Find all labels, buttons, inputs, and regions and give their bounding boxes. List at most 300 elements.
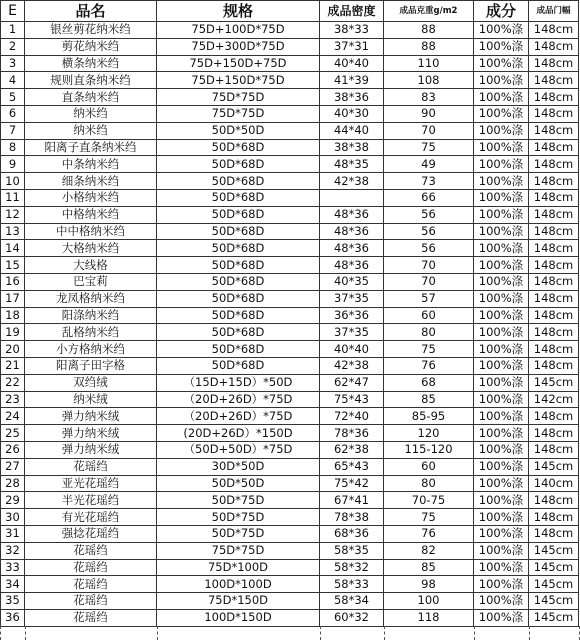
cell-width[interactable]: 148cm — [529, 22, 579, 39]
cell-weight[interactable]: 100 — [384, 593, 474, 610]
cell-spec[interactable]: 75D+150D*75D — [157, 72, 320, 89]
cell-spec[interactable]: (20D+26D）*150D — [157, 425, 320, 442]
cell-weight[interactable]: 66 — [384, 189, 474, 206]
cell-composition[interactable]: 100%涤 — [474, 122, 529, 139]
cell-weight[interactable]: 85 — [384, 391, 474, 408]
cell-width[interactable]: 148cm — [529, 290, 579, 307]
cell-row-number[interactable]: 32 — [1, 542, 25, 559]
cell-composition[interactable]: 100%涤 — [474, 441, 529, 458]
cell-row-number[interactable]: 15 — [1, 257, 25, 274]
cell-product-name[interactable]: 直条纳米绉 — [25, 89, 157, 106]
cell-density[interactable]: 62*38 — [320, 441, 384, 458]
cell-density[interactable]: 38*33 — [320, 22, 384, 39]
cell-product-name[interactable]: 弹力纳米绒 — [25, 441, 157, 458]
table-row — [1, 509, 579, 526]
cell-product-name[interactable]: 阳涤纳米绉 — [25, 307, 157, 324]
cell-width[interactable]: 148cm — [529, 509, 579, 526]
cell-density[interactable]: 40*35 — [320, 273, 384, 290]
cell-width[interactable]: 145cm — [529, 458, 579, 475]
cell-width[interactable]: 148cm — [529, 257, 579, 274]
cell-composition[interactable]: 100%涤 — [474, 525, 529, 542]
cell-row-number[interactable]: 17 — [1, 290, 25, 307]
table-row — [1, 206, 579, 223]
cell-width[interactable]: 148cm — [529, 273, 579, 290]
cell-density[interactable]: 48*35 — [320, 156, 384, 173]
cell-spec[interactable]: 75D+100D*75D — [157, 22, 320, 39]
table-row — [1, 189, 579, 206]
cell-weight[interactable]: 56 — [384, 240, 474, 257]
cell-width[interactable]: 148cm — [529, 122, 579, 139]
cell-composition[interactable]: 100%涤 — [474, 257, 529, 274]
cell-spec[interactable]: 50D*68D — [157, 206, 320, 223]
cell-spec[interactable]: 100D*100D — [157, 576, 320, 593]
cell-composition[interactable]: 100%涤 — [474, 38, 529, 55]
cell-spec[interactable]: 50D*68D — [157, 139, 320, 156]
cell-spec[interactable]: 50D*68D — [157, 307, 320, 324]
cell-density[interactable]: 68*36 — [320, 525, 384, 542]
cell-spec[interactable]: 50D*68D — [157, 173, 320, 190]
cell-row-number[interactable]: 31 — [1, 525, 25, 542]
cell-weight[interactable]: 83 — [384, 89, 474, 106]
cell-composition[interactable]: 100%涤 — [474, 223, 529, 240]
table-row — [1, 542, 579, 559]
cell-density[interactable]: 44*40 — [320, 122, 384, 139]
cell-product-name[interactable]: 纳米绉 — [25, 122, 157, 139]
table-row — [1, 475, 579, 492]
cell-density[interactable]: 48*36 — [320, 206, 384, 223]
empty-row-gridlines — [0, 626, 580, 640]
cell-density[interactable]: 58*33 — [320, 576, 384, 593]
cell-product-name[interactable]: 花瑶绉 — [25, 593, 157, 610]
cell-composition[interactable]: 100%涤 — [474, 357, 529, 374]
cell-weight[interactable]: 70 — [384, 257, 474, 274]
cell-density[interactable]: 40*40 — [320, 55, 384, 72]
cell-composition[interactable]: 100%涤 — [474, 391, 529, 408]
cell-composition[interactable]: 100%涤 — [474, 240, 529, 257]
cell-weight[interactable]: 56 — [384, 206, 474, 223]
cell-composition[interactable]: 100%涤 — [474, 139, 529, 156]
gridline — [384, 626, 385, 640]
header-composition[interactable]: 成分 — [474, 1, 529, 22]
cell-row-number[interactable]: 29 — [1, 492, 25, 509]
cell-product-name[interactable]: 中格纳米绉 — [25, 206, 157, 223]
cell-density[interactable]: 48*36 — [320, 257, 384, 274]
cell-product-name[interactable]: 大线格 — [25, 257, 157, 274]
cell-spec[interactable]: 75D+150D+75D — [157, 55, 320, 72]
cell-width[interactable]: 148cm — [529, 223, 579, 240]
cell-spec[interactable]: 75D*75D — [157, 105, 320, 122]
cell-spec[interactable]: 50D*68D — [157, 324, 320, 341]
cell-width[interactable]: 148cm — [529, 341, 579, 358]
table-row — [1, 391, 579, 408]
cell-spec[interactable]: 50D*68D — [157, 273, 320, 290]
cell-composition[interactable]: 100%涤 — [474, 307, 529, 324]
cell-width[interactable]: 145cm — [529, 593, 579, 610]
table-row — [1, 324, 579, 341]
cell-density[interactable]: 42*38 — [320, 357, 384, 374]
cell-density[interactable]: 60*32 — [320, 609, 384, 626]
cell-row-number[interactable]: 6 — [1, 105, 25, 122]
cell-row-number[interactable]: 28 — [1, 475, 25, 492]
cell-density[interactable]: 37*31 — [320, 38, 384, 55]
table-row — [1, 156, 579, 173]
cell-spec[interactable]: 50D*50D — [157, 475, 320, 492]
table-row — [1, 357, 579, 374]
cell-product-name[interactable]: 大格纳米绉 — [25, 240, 157, 257]
cell-width[interactable]: 145cm — [529, 542, 579, 559]
gridline — [25, 626, 26, 640]
cell-product-name[interactable]: 花瑶绉 — [25, 542, 157, 559]
cell-row-number[interactable]: 11 — [1, 189, 25, 206]
cell-weight[interactable]: 98 — [384, 576, 474, 593]
cell-spec[interactable]: 50D*75D — [157, 509, 320, 526]
cell-spec[interactable]: 50D*68D — [157, 341, 320, 358]
cell-spec[interactable]: 50D*68D — [157, 156, 320, 173]
table-row — [1, 525, 579, 542]
cell-density[interactable]: 40*30 — [320, 105, 384, 122]
gridline — [320, 626, 321, 640]
cell-product-name[interactable]: 银丝剪花纳米绉 — [25, 22, 157, 39]
cell-spec[interactable]: 50D*68D — [157, 189, 320, 206]
cell-spec[interactable]: 50D*68D — [157, 223, 320, 240]
cell-weight[interactable]: 75 — [384, 509, 474, 526]
cell-width[interactable]: 148cm — [529, 307, 579, 324]
cell-product-name[interactable]: 小格纳米绉 — [25, 189, 157, 206]
cell-width[interactable]: 148cm — [529, 425, 579, 442]
cell-product-name[interactable]: 剪花纳米绉 — [25, 38, 157, 55]
cell-spec[interactable]: 30D*50D — [157, 458, 320, 475]
cell-density[interactable]: 78*38 — [320, 509, 384, 526]
cell-width[interactable]: 148cm — [529, 357, 579, 374]
cell-width[interactable]: 148cm — [529, 173, 579, 190]
cell-row-number[interactable]: 1 — [1, 22, 25, 39]
table-row — [1, 290, 579, 307]
cell-product-name[interactable]: 龙凤格纳米绉 — [25, 290, 157, 307]
cell-composition[interactable]: 100%涤 — [474, 324, 529, 341]
cell-density[interactable]: 58*35 — [320, 542, 384, 559]
cell-row-number[interactable]: 33 — [1, 559, 25, 576]
header-density[interactable]: 成品密度 — [320, 1, 384, 22]
table-row — [1, 408, 579, 425]
cell-product-name[interactable]: 中条纳米绉 — [25, 156, 157, 173]
cell-weight[interactable]: 75 — [384, 139, 474, 156]
table-row — [1, 593, 579, 610]
table-row — [1, 441, 579, 458]
cell-density[interactable]: 37*35 — [320, 290, 384, 307]
gridline — [529, 626, 530, 640]
cell-density[interactable]: 48*36 — [320, 223, 384, 240]
cell-weight[interactable]: 56 — [384, 223, 474, 240]
table-row — [1, 609, 579, 626]
cell-product-name[interactable]: 强捻花瑶绉 — [25, 525, 157, 542]
cell-row-number[interactable]: 2 — [1, 38, 25, 55]
cell-weight[interactable]: 85-95 — [384, 408, 474, 425]
cell-composition[interactable]: 100%涤 — [474, 290, 529, 307]
cell-spec[interactable]: 100D*150D — [157, 609, 320, 626]
cell-row-number[interactable]: 3 — [1, 55, 25, 72]
cell-product-name[interactable]: 细条纳米绉 — [25, 173, 157, 190]
cell-weight[interactable]: 76 — [384, 357, 474, 374]
cell-spec[interactable]: （20D+26D）*75D — [157, 391, 320, 408]
cell-product-name[interactable]: 花瑶绉 — [25, 458, 157, 475]
cell-spec[interactable]: 75D+300D*75D — [157, 38, 320, 55]
table-row — [1, 559, 579, 576]
cell-weight[interactable]: 80 — [384, 475, 474, 492]
cell-width[interactable]: 148cm — [529, 156, 579, 173]
cell-weight[interactable]: 68 — [384, 374, 474, 391]
cell-width[interactable]: 148cm — [529, 89, 579, 106]
table-row — [1, 257, 579, 274]
cell-product-name[interactable]: 花瑶绉 — [25, 559, 157, 576]
cell-density[interactable]: 67*41 — [320, 492, 384, 509]
table-row — [1, 122, 579, 139]
cell-product-name[interactable]: 双绉绒 — [25, 374, 157, 391]
cell-row-number[interactable]: 24 — [1, 408, 25, 425]
cell-density[interactable]: 75*42 — [320, 475, 384, 492]
cell-spec[interactable]: （20D+26D）*75D — [157, 408, 320, 425]
cell-product-name[interactable]: 横条纳米绉 — [25, 55, 157, 72]
gridline — [474, 626, 475, 640]
cell-composition[interactable]: 100%涤 — [474, 341, 529, 358]
cell-width[interactable]: 148cm — [529, 324, 579, 341]
cell-row-number[interactable]: 18 — [1, 307, 25, 324]
table-row — [1, 139, 579, 156]
cell-row-number[interactable]: 35 — [1, 593, 25, 610]
cell-spec[interactable]: 50D*68D — [157, 290, 320, 307]
cell-density[interactable]: 72*40 — [320, 408, 384, 425]
cell-density[interactable]: 58*34 — [320, 593, 384, 610]
cell-density[interactable]: 78*36 — [320, 425, 384, 442]
cell-spec[interactable]: 75D*150D — [157, 593, 320, 610]
cell-composition[interactable]: 100%涤 — [474, 576, 529, 593]
cell-density[interactable]: 65*43 — [320, 458, 384, 475]
cell-weight[interactable]: 82 — [384, 542, 474, 559]
cell-row-number[interactable]: 14 — [1, 240, 25, 257]
cell-composition[interactable]: 100%涤 — [474, 475, 529, 492]
cell-row-number[interactable]: 8 — [1, 139, 25, 156]
cell-density[interactable]: 37*35 — [320, 324, 384, 341]
cell-product-name[interactable]: 巴宝莉 — [25, 273, 157, 290]
cell-composition[interactable]: 100%涤 — [474, 55, 529, 72]
cell-width[interactable]: 148cm — [529, 139, 579, 156]
cell-weight[interactable]: 85 — [384, 559, 474, 576]
cell-composition[interactable]: 100%涤 — [474, 72, 529, 89]
cell-composition[interactable]: 100%涤 — [474, 273, 529, 290]
cell-row-number[interactable]: 23 — [1, 391, 25, 408]
cell-spec[interactable]: 75D*100D — [157, 559, 320, 576]
cell-row-number[interactable]: 26 — [1, 441, 25, 458]
cell-weight[interactable]: 120 — [384, 425, 474, 442]
table-row — [1, 576, 579, 593]
cell-spec[interactable]: 50D*68D — [157, 257, 320, 274]
cell-width[interactable]: 142cm — [529, 391, 579, 408]
cell-composition[interactable]: 100%涤 — [474, 189, 529, 206]
cell-weight[interactable]: 110 — [384, 55, 474, 72]
cell-product-name[interactable]: 阳离子直条纳米绉 — [25, 139, 157, 156]
table-row — [1, 240, 579, 257]
cell-weight[interactable]: 60 — [384, 458, 474, 475]
cell-product-name[interactable]: 中中格纳米绉 — [25, 223, 157, 240]
cell-spec[interactable]: （50D+50D）*75D — [157, 441, 320, 458]
cell-row-number[interactable]: 30 — [1, 509, 25, 526]
header-no[interactable]: E — [1, 1, 25, 22]
cell-composition[interactable]: 100%涤 — [474, 425, 529, 442]
cell-composition[interactable]: 100%涤 — [474, 559, 529, 576]
cell-product-name[interactable]: 弹力纳米绒 — [25, 408, 157, 425]
cell-product-name[interactable]: 半光花瑶绉 — [25, 492, 157, 509]
cell-density[interactable]: 75*43 — [320, 391, 384, 408]
cell-spec[interactable]: 50D*50D — [157, 122, 320, 139]
cell-density[interactable]: 40*40 — [320, 341, 384, 358]
cell-composition[interactable]: 100%涤 — [474, 509, 529, 526]
cell-weight[interactable]: 90 — [384, 105, 474, 122]
cell-product-name[interactable]: 花瑶绉 — [25, 576, 157, 593]
table-row — [1, 273, 579, 290]
cell-width[interactable]: 145cm — [529, 609, 579, 626]
cell-row-number[interactable]: 36 — [1, 609, 25, 626]
cell-row-number[interactable]: 25 — [1, 425, 25, 442]
cell-row-number[interactable]: 7 — [1, 122, 25, 139]
cell-weight[interactable]: 115-120 — [384, 441, 474, 458]
table-row — [1, 492, 579, 509]
cell-product-name[interactable]: 阳离子田字格 — [25, 357, 157, 374]
cell-row-number[interactable]: 27 — [1, 458, 25, 475]
cell-row-number[interactable]: 16 — [1, 273, 25, 290]
cell-row-number[interactable]: 34 — [1, 576, 25, 593]
cell-density[interactable]: 38*36 — [320, 89, 384, 106]
cell-product-name[interactable]: 有光花瑶绉 — [25, 509, 157, 526]
table-body — [1, 22, 579, 627]
cell-width[interactable]: 140cm — [529, 475, 579, 492]
table-row — [1, 307, 579, 324]
header-name[interactable]: 品名 — [25, 1, 157, 22]
cell-composition[interactable]: 100%涤 — [474, 173, 529, 190]
table-row — [1, 38, 579, 55]
cell-spec[interactable]: 75D*75D — [157, 89, 320, 106]
cell-density[interactable]: 36*36 — [320, 307, 384, 324]
cell-weight[interactable]: 75 — [384, 341, 474, 358]
cell-weight[interactable]: 70 — [384, 122, 474, 139]
cell-weight[interactable]: 73 — [384, 173, 474, 190]
cell-row-number[interactable]: 12 — [1, 206, 25, 223]
cell-spec[interactable]: 50D*68D — [157, 357, 320, 374]
cell-weight[interactable]: 49 — [384, 156, 474, 173]
cell-row-number[interactable]: 21 — [1, 357, 25, 374]
cell-spec[interactable]: 50D*75D — [157, 492, 320, 509]
cell-density[interactable]: 58*32 — [320, 559, 384, 576]
cell-density[interactable]: 48*36 — [320, 240, 384, 257]
cell-composition[interactable]: 100%涤 — [474, 408, 529, 425]
cell-composition[interactable]: 100%涤 — [474, 374, 529, 391]
cell-row-number[interactable]: 10 — [1, 173, 25, 190]
cell-width[interactable]: 145cm — [529, 374, 579, 391]
table-row — [1, 425, 579, 442]
cell-width[interactable]: 148cm — [529, 206, 579, 223]
cell-width[interactable]: 148cm — [529, 240, 579, 257]
cell-weight[interactable]: 70-75 — [384, 492, 474, 509]
table-row — [1, 72, 579, 89]
cell-width[interactable]: 145cm — [529, 559, 579, 576]
cell-row-number[interactable]: 5 — [1, 89, 25, 106]
cell-composition[interactable]: 100%涤 — [474, 22, 529, 39]
cell-composition[interactable]: 100%涤 — [474, 542, 529, 559]
cell-weight[interactable]: 88 — [384, 22, 474, 39]
cell-product-name[interactable]: 规则直条纳米绉 — [25, 72, 157, 89]
cell-width[interactable]: 148cm — [529, 441, 579, 458]
table-row — [1, 223, 579, 240]
table-row — [1, 458, 579, 475]
cell-width[interactable]: 148cm — [529, 525, 579, 542]
cell-weight[interactable]: 70 — [384, 273, 474, 290]
cell-width[interactable]: 148cm — [529, 105, 579, 122]
table-row — [1, 374, 579, 391]
cell-composition[interactable]: 100%涤 — [474, 105, 529, 122]
cell-width[interactable]: 148cm — [529, 72, 579, 89]
cell-width[interactable]: 148cm — [529, 408, 579, 425]
cell-row-number[interactable]: 4 — [1, 72, 25, 89]
cell-density[interactable]: 62*47 — [320, 374, 384, 391]
cell-density[interactable] — [320, 189, 384, 206]
cell-width[interactable]: 145cm — [529, 576, 579, 593]
cell-product-name[interactable]: 纳米绉 — [25, 105, 157, 122]
cell-spec[interactable]: 75D*75D — [157, 542, 320, 559]
cell-row-number[interactable]: 22 — [1, 374, 25, 391]
cell-product-name[interactable]: 弹力纳米绒 — [25, 425, 157, 442]
cell-row-number[interactable]: 9 — [1, 156, 25, 173]
table-row — [1, 89, 579, 106]
header-spec[interactable]: 规格 — [157, 1, 320, 22]
table-row — [1, 105, 579, 122]
table-row — [1, 173, 579, 190]
cell-row-number[interactable]: 20 — [1, 341, 25, 358]
cell-composition[interactable]: 100%涤 — [474, 609, 529, 626]
cell-composition[interactable]: 100%涤 — [474, 593, 529, 610]
cell-weight[interactable]: 80 — [384, 324, 474, 341]
cell-width[interactable]: 148cm — [529, 492, 579, 509]
cell-product-name[interactable]: 花瑶绉 — [25, 609, 157, 626]
cell-width[interactable]: 148cm — [529, 55, 579, 72]
cell-weight[interactable]: 60 — [384, 307, 474, 324]
header-width[interactable]: 成品门幅 — [529, 1, 579, 22]
cell-spec[interactable]: （15D+15D）*50D — [157, 374, 320, 391]
cell-row-number[interactable]: 19 — [1, 324, 25, 341]
cell-width[interactable]: 148cm — [529, 189, 579, 206]
cell-product-name[interactable]: 乱格纳米绉 — [25, 324, 157, 341]
cell-composition[interactable]: 100%涤 — [474, 206, 529, 223]
header-weight[interactable]: 成品克重g/m2 — [384, 1, 474, 22]
cell-composition[interactable]: 100%涤 — [474, 156, 529, 173]
cell-density[interactable]: 42*38 — [320, 173, 384, 190]
cell-product-name[interactable]: 亚光花瑶绉 — [25, 475, 157, 492]
cell-weight[interactable]: 76 — [384, 525, 474, 542]
table-row — [1, 55, 579, 72]
cell-weight[interactable]: 108 — [384, 72, 474, 89]
cell-composition[interactable]: 100%涤 — [474, 89, 529, 106]
cell-product-name[interactable]: 纳米绒 — [25, 391, 157, 408]
cell-density[interactable]: 38*38 — [320, 139, 384, 156]
cell-weight[interactable]: 57 — [384, 290, 474, 307]
cell-spec[interactable]: 50D*75D — [157, 525, 320, 542]
cell-width[interactable]: 148cm — [529, 38, 579, 55]
cell-weight[interactable]: 88 — [384, 38, 474, 55]
cell-product-name[interactable]: 小方格纳米绉 — [25, 341, 157, 358]
cell-composition[interactable]: 100%涤 — [474, 492, 529, 509]
cell-density[interactable]: 41*39 — [320, 72, 384, 89]
cell-weight[interactable]: 118 — [384, 609, 474, 626]
cell-row-number[interactable]: 13 — [1, 223, 25, 240]
cell-composition[interactable]: 100%涤 — [474, 458, 529, 475]
cell-spec[interactable]: 50D*68D — [157, 240, 320, 257]
